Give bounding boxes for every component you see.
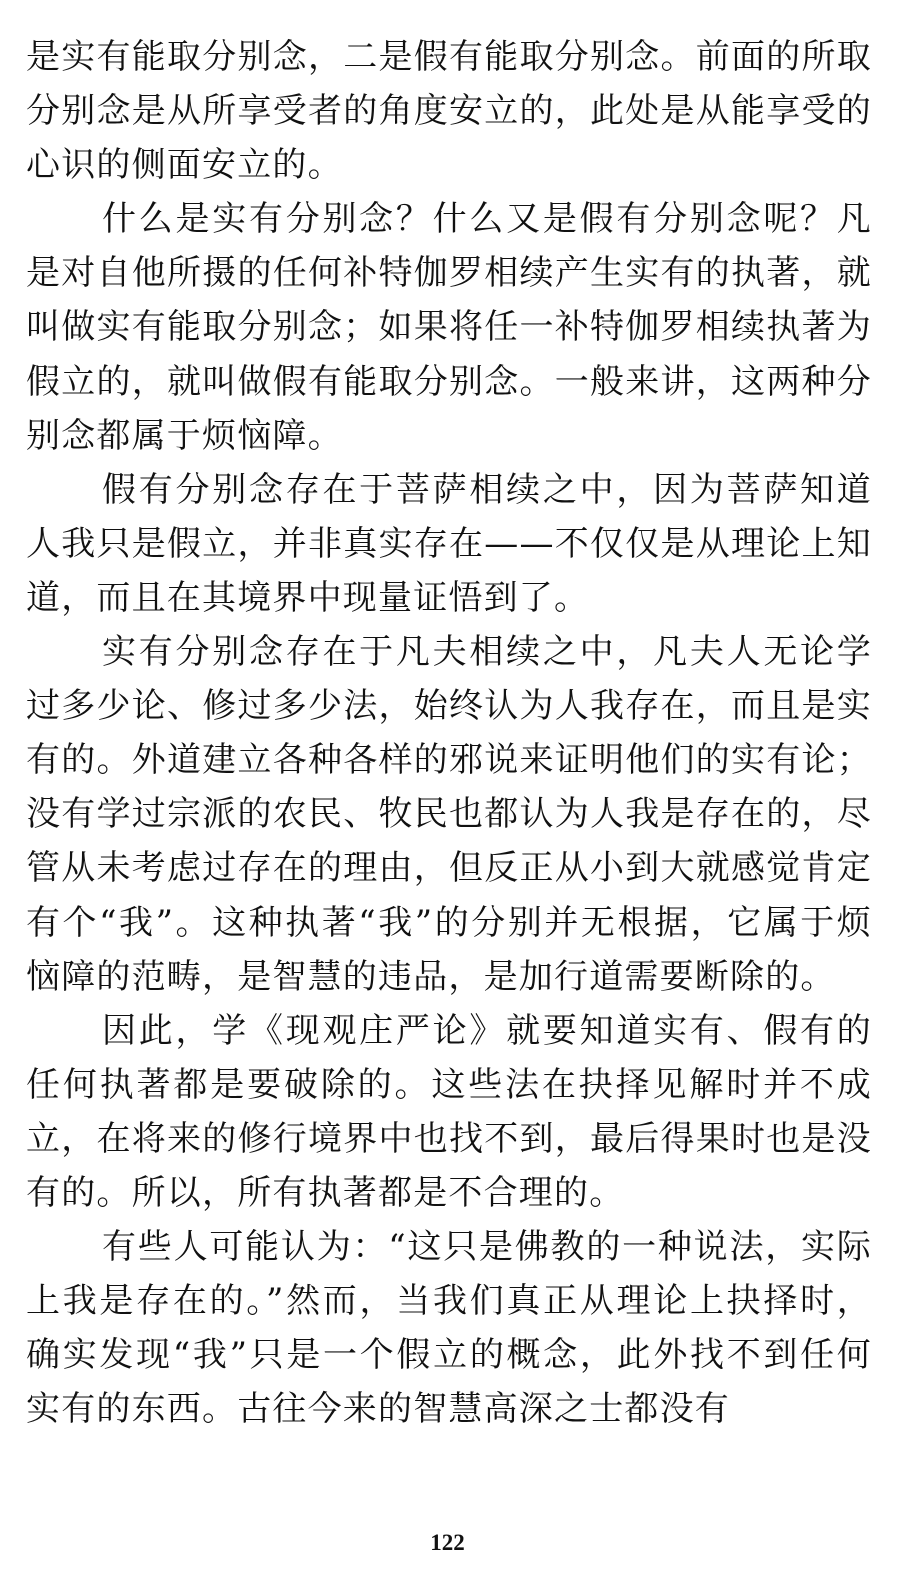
paragraph-3: 假有分别念存在于菩萨相续之中，因为菩萨知道人我只是假立，并非真实存在——不仅仅是从理论上知道，而且在其境界中现量证悟到了。 <box>26 469 872 618</box>
page-body <box>26 30 872 1436</box>
paragraph-4: 实有分别念存在于凡夫相续之中，凡夫人无论学过多少论、修过多少法，始终认为人我存在，而且是实有的。外道建立各种各样的邪说来证明他们的实有论；没有学过宗派的农民、牧民也都认为人我是存在的，尽管从未考虑过存在的理由，但反正从小到大就感觉肯定有个“我”。这种执著“我”的分别并无根据，它属于烦恼障的范畴，是智慧的违品，是加行道需要断除的。 <box>26 632 872 997</box>
paragraph-6: 有些人可能认为：“这只是佛教的一种说法，实际上我是存在的。”然而，当我们真正从理论上抉择时，确实发现“我”只是一个假立的概念，此外找不到任何实有的东西。古往今来的智慧高深之士都没有 <box>26 1227 872 1430</box>
paragraph-5: 因此，学《现观庄严论》就要知道实有、假有的任何执著都是要破除的。这些法在抉择见解时并不成立，在将来的修行境界中也找不到，最后得果时也是没有的。所以，所有执著都是不合理的。 <box>26 1010 872 1213</box>
paragraph-1: 是实有能取分别念，二是假有能取分别念。前面的所取分别念是从所享受者的角度安立的，此处是从能享受的心识的侧面安立的。 <box>26 37 872 186</box>
page-number: 122 <box>430 1530 465 1555</box>
paragraph-2: 什么是实有分别念？什么又是假有分别念呢？凡是对自他所摄的任何补特伽罗相续产生实有的执著，就叫做实有能取分别念；如果将任一补特伽罗相续执著为假立的，就叫做假有能取分别念。一般来讲，这两种分别念都属于烦恼障。 <box>26 199 872 456</box>
